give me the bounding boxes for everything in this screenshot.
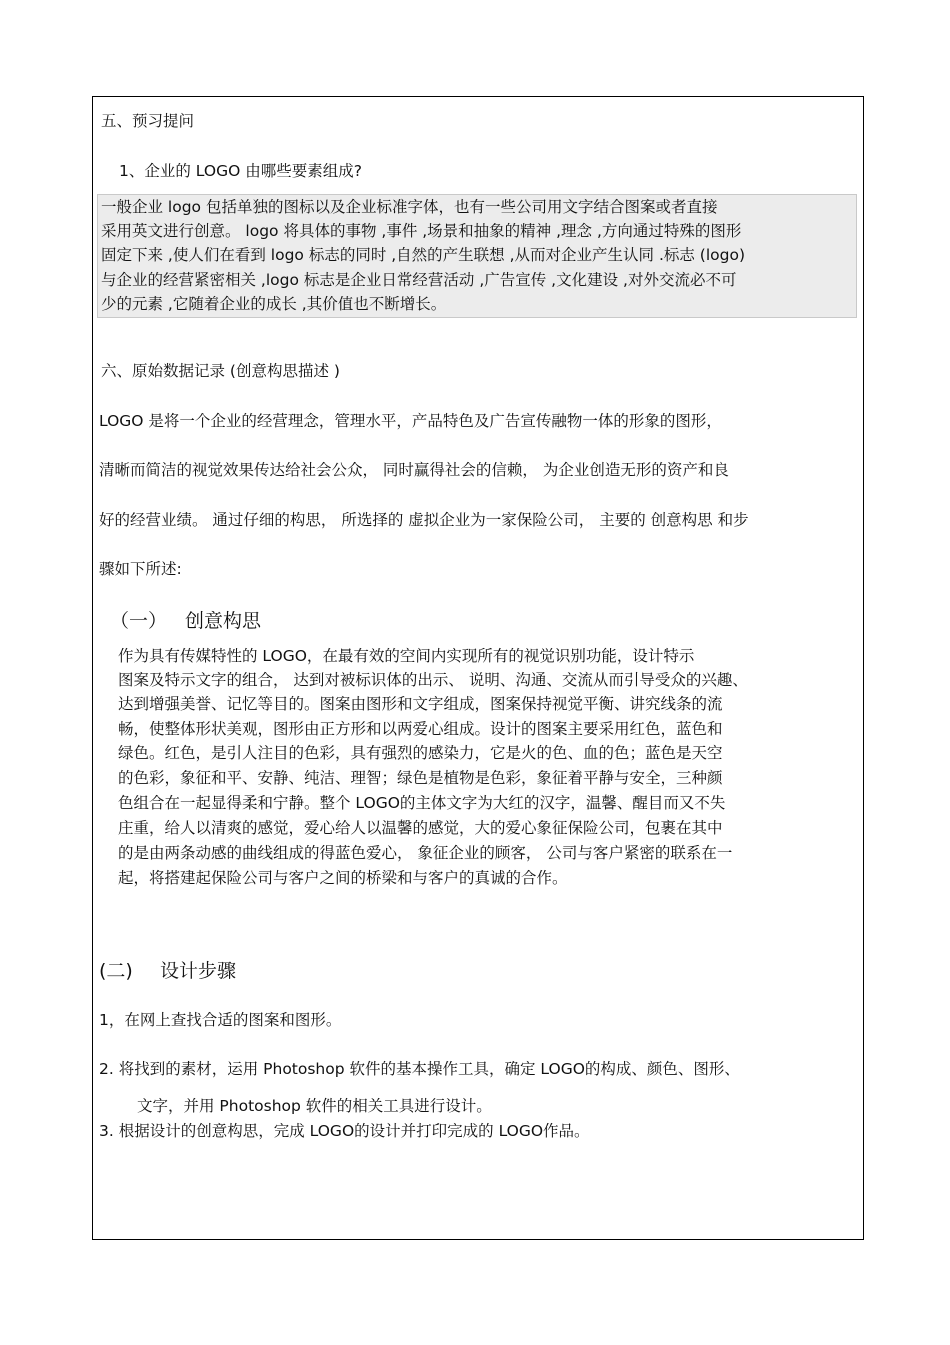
paragraph-line: 达到增强美誉、记忆等目的。图案由图形和文字组成，图案保持视觉平衡、讲究线条的流 [118,695,723,713]
question-1: 1、企业的 LOGO 由哪些要素组成? [119,162,362,180]
intro-line: 清晰而简洁的视觉效果传达给社会公众， 同时赢得社会的信赖， 为企业创造无形的资产和良 [99,461,729,479]
answer-line: 采用英文进行创意。 logo 将具体的事物 ,事件 ,场景和抽象的精神 ,理念 ,方向通过特殊的图形 [101,222,742,240]
paragraph-line: 的色彩，象征和平、安静、纯洁、理智；绿色是植物是色彩，象征着平静与安全，三种颜 [118,769,723,787]
paragraph-line: 庄重，给人以清爽的感觉，爱心给人以温馨的感觉，大的爱心象征保险公司，包裹在其中 [118,819,723,837]
section5-heading: 五、预习提问 [101,112,195,130]
intro-line: 好的经营业绩。 通过仔细的构思， 所选择的 虚拟企业为一家保险公司， 主要的 创意构思 和步 [99,511,749,529]
answer-box [97,194,857,318]
step-1: 1，在网上查找合适的图案和图形。 [99,1011,342,1029]
intro-line: LOGO 是将一个企业的经营理念，管理水平，产品特色及广告宣传融物一体的形象的图形， [99,412,722,430]
sub2-heading-number: (二) [99,960,133,982]
step-3: 3. 根据设计的创意构思，完成 LOGO的设计并打印完成的 LOGO作品。 [99,1122,590,1140]
paragraph-line: 图案及特示文字的组合， 达到对被标识体的出示、 说明、沟通、交流从而引导受众的兴趣、 [118,671,748,689]
answer-line: 少的元素 ,它随着企业的成长 ,其价值也不断增长。 [101,295,447,313]
paragraph-line: 畅，使整体形状美观，图形由正方形和以两爱心组成。设计的图案主要采用红色，蓝色和 [118,720,723,738]
answer-line: 固定下来 ,使人们在看到 logo 标志的同时 ,自然的产生联想 ,从而对企业产生认同 .标志 (logo) [101,246,746,264]
paragraph-line: 作为具有传媒特性的 LOGO，在最有效的空间内实现所有的视觉识别功能，设计特示 [118,647,695,665]
sub1-heading-text: 创意构思 [185,610,262,632]
paragraph-line: 的是由两条动感的曲线组成的得蓝色爱心， 象征企业的顾客， 公司与客户紧密的联系在一 [118,844,733,862]
sub2-heading-text: 设计步骤 [160,960,237,982]
paragraph-line: 起，将搭建起保险公司与客户之间的桥梁和与客户的真诚的合作。 [118,869,568,887]
answer-line: 一般企业 logo 包括单独的图标以及企业标准字体，也有一些公司用文字结合图案或者直接 [101,198,718,216]
paragraph-line: 绿色。红色，是引人注目的色彩，具有强烈的感染力，它是火的色、血的色；蓝色是天空 [118,744,723,762]
answer-line: 与企业的经营紧密相关 ,logo 标志是企业日常经营活动 ,广告宣传 ,文化建设 ,对外交流必不可 [101,271,737,289]
step-2: 2. 将找到的素材，运用 Photoshop 软件的基本操作工具，确定 LOGO的构成、颜色、图形、 [99,1060,740,1078]
paragraph-line: 色组合在一起显得柔和宁静。整个 LOGO的主体文字为大红的汉字，温馨、醒目而又不失 [118,794,726,812]
sub1-heading-number: （一） [110,610,168,632]
intro-line: 骤如下所述: [99,560,182,578]
step-2-continued: 文字，并用 Photoshop 软件的相关工具进行设计。 [137,1097,492,1115]
section6-heading: 六、原始数据记录 (创意构思描述 ) [101,362,340,380]
